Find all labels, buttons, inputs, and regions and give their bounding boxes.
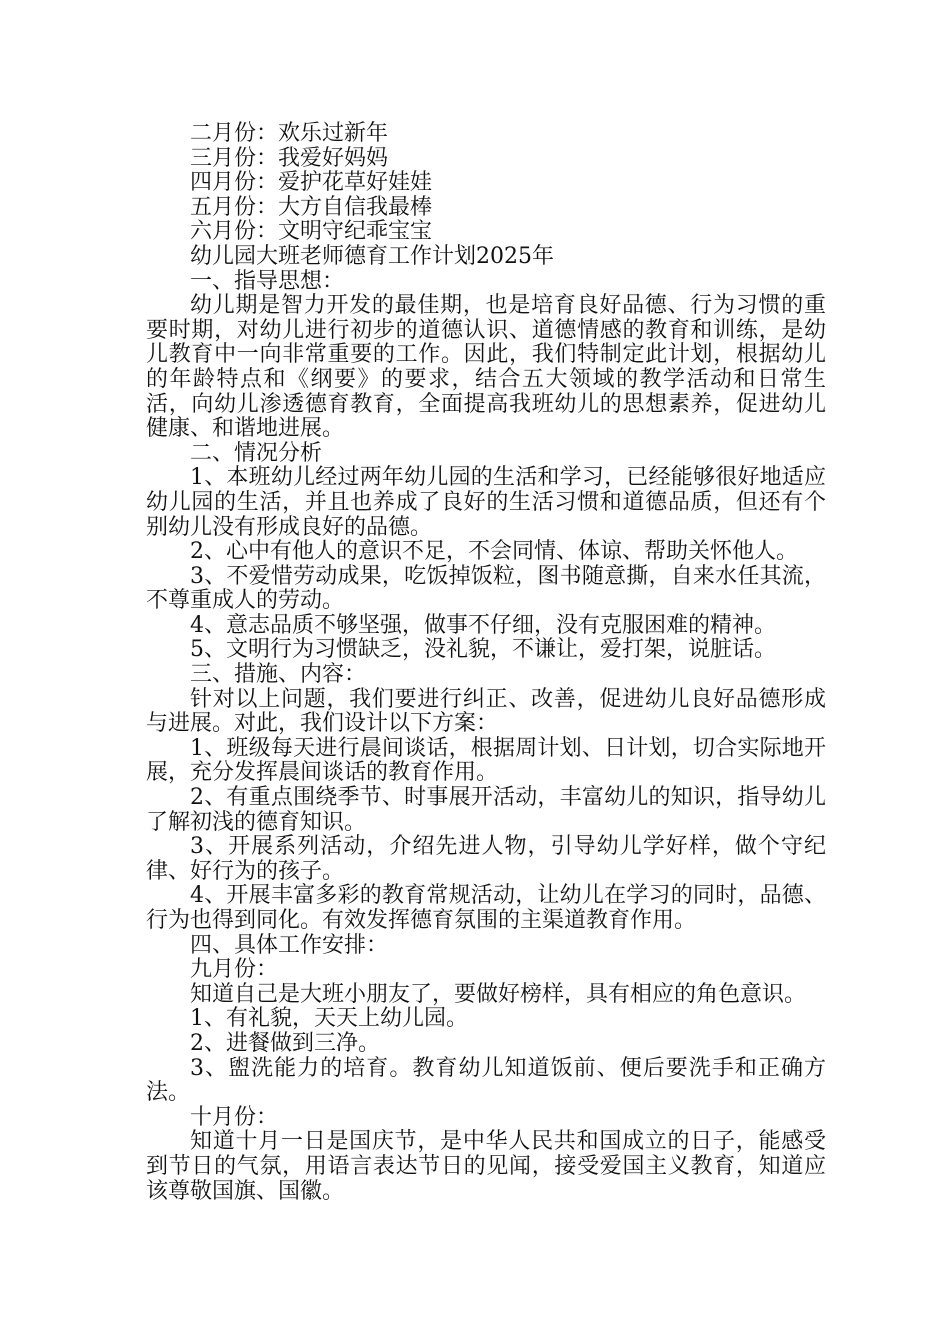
september-item-3: 3、盥洗能力的培育。教育幼儿知道饭前、便后要洗手和正确方法。 (146, 1055, 826, 1106)
analysis-item-3: 3、不爱惜劳动成果，吃饭掉饭粒，图书随意撕，自来水任其流，不尊重成人的劳动。 (146, 563, 826, 614)
september-item-2: 2、进餐做到三净。 (190, 1030, 380, 1056)
month-plan-june: 六月份：文明守纪乖宝宝 (190, 219, 433, 245)
measure-item-3: 3、开展系列活动，介绍先进人物，引导幼儿学好样，做个守纪律、好行为的孩子。 (146, 834, 826, 884)
month-plan-may: 五月份：大方自信我最棒 (190, 194, 433, 220)
month-plan-february: 二月份：欢乐过新年 (190, 121, 389, 146)
september-goal: 知道自己是大班小朋友了，要做好榜样，具有相应的角色意识。 (190, 981, 807, 1007)
measure-item-2: 2、有重点围绕季节、时事展开活动，丰富幼儿的知识，指导幼儿了解初浅的德育知识。 (146, 785, 826, 835)
analysis-item-5: 5、文明行为习惯缺乏，没礼貌，不谦让，爱打架，说脏话。 (190, 637, 776, 663)
paragraph-measures-intro: 针对以上问题，我们要进行纠正、改善，促进幼儿良好品德形成与进展。对此，我们设计以下方案： (146, 686, 826, 737)
october-goal: 知道十月一日是国庆节，是中华人民共和国成立的日子，能感受到节日的气氛，用语言表达节日的见闻，接受爱国主义教育，知道应该尊敬国旗、国徽。 (146, 1129, 826, 1204)
document-body (146, 122, 826, 1204)
month-plan-april: 四月份：爱护花草好娃娃 (190, 170, 433, 196)
month-plan-march: 三月份：我爱好妈妈 (190, 145, 389, 171)
paragraph-guiding-ideology: 幼儿期是智力开发的最佳期，也是培育良好品德、行为习惯的重要时期，对幼儿进行初步的道德认识、道德情感的教育和训练，是幼儿教育中一向非常重要的工作。因此，我们特制定此计划，根据幼儿的年龄特点和《纲要》的要求，结合五大领域的教学活动和日常生活，向幼儿渗透德育教育，全面提高我班幼儿的思想素养，促进幼儿健康、和谐地进展。 (146, 293, 826, 442)
month-heading-october: 十月份： (190, 1104, 279, 1130)
measure-item-1: 1、班级每天进行晨间谈话，根据周计划、日计划，切合实际地开展，充分发挥晨间谈话的教育作用。 (146, 735, 826, 786)
section-heading-work-schedule: 四、具体工作安排： (190, 932, 389, 958)
september-item-1: 1、有礼貌，天天上幼儿园。 (190, 1006, 468, 1032)
section-heading-guiding-ideology: 一、指导思想： (190, 268, 345, 294)
analysis-item-1: 1、本班幼儿经过两年幼儿园的生活和学习，已经能够很好地适应幼儿园的生活，并且也养成了良好的生活习惯和道德品质，但还有个别幼儿没有形成良好的品德。 (146, 465, 826, 540)
section-heading-measures: 三、措施、内容： (190, 662, 367, 688)
analysis-item-4: 4、意志品质不够坚强，做事不仔细，没有克服困难的精神。 (190, 612, 776, 638)
section-heading-situation-analysis: 二、情况分析 (190, 440, 323, 466)
measure-item-4: 4、开展丰富多彩的教育常规活动，让幼儿在学习的同时，品德、行为也得到同化。有效发挥德育氛围的主渠道教育作用。 (146, 883, 826, 933)
document-title: 幼儿园大班老师德育工作计划2025年 (190, 243, 554, 269)
month-heading-september: 九月份： (190, 957, 279, 983)
analysis-item-2: 2、心中有他人的意识不足，不会同情、体谅、帮助关怀他人。 (190, 539, 798, 565)
